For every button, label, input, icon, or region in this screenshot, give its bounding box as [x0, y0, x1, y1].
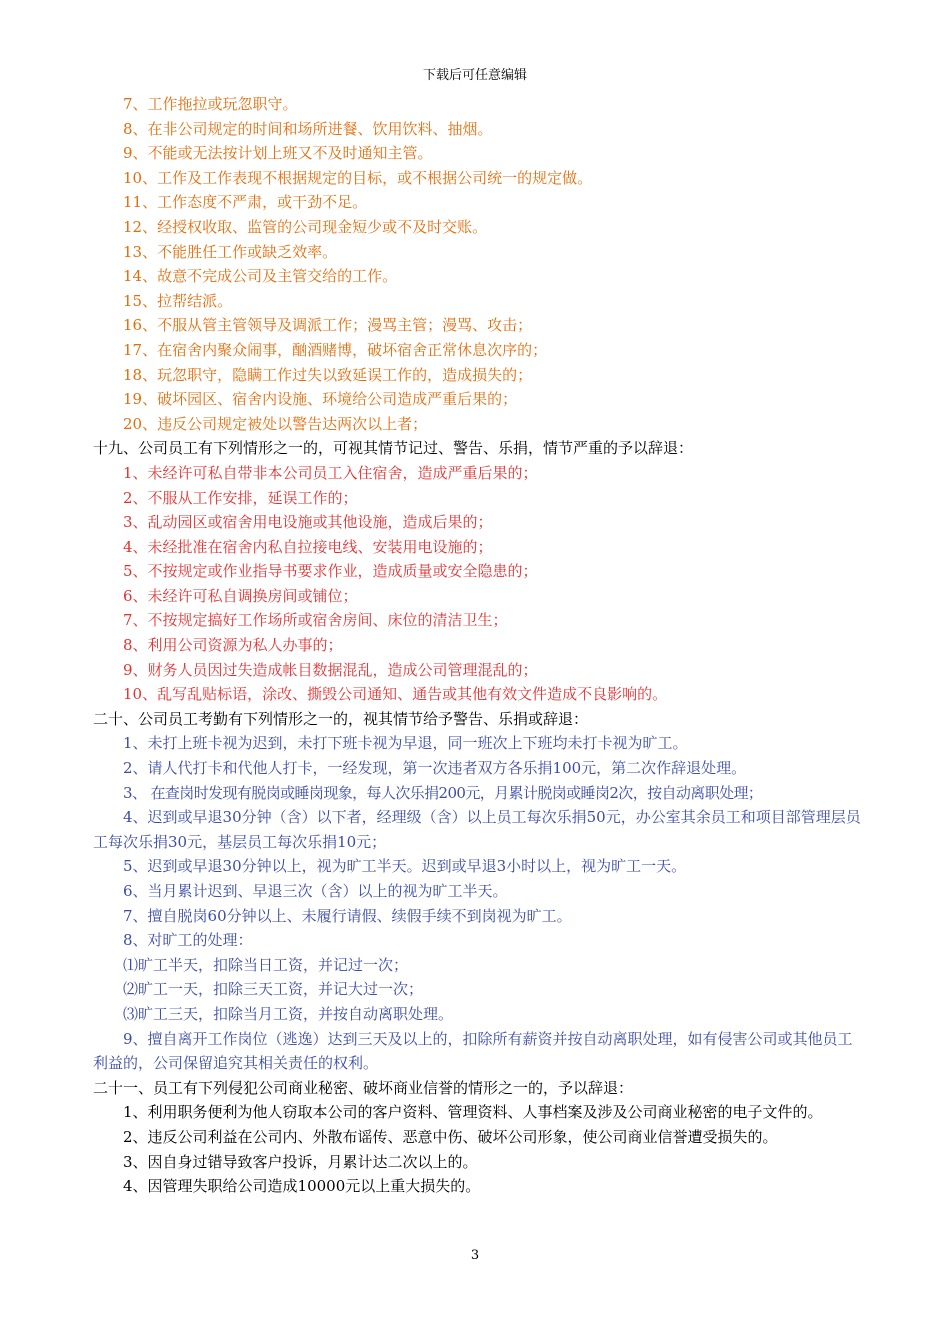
list-item: 10、工作及工作表现不根据规定的目标，或不根据公司统一的规定做。 — [123, 168, 593, 187]
list-item: 7、工作拖拉或玩忽职守。 — [123, 95, 298, 113]
section-20-heading: 二十、公司员工考勤有下列情形之一的，视其情节给予警告、乐捐或辞退： — [93, 709, 589, 728]
list-item: 11、工作态度不严肃，或干劲不足。 — [123, 193, 368, 212]
list-item: 4、未经批准在宿舍内私自拉接电线、安装用电设施的； — [123, 537, 493, 556]
document-body — [93, 92, 865, 1199]
list-item: 2、请人代打卡和代他人打卡，一经发现，第一次违者双方各乐捐100元，第二次作辞退处理。 — [123, 759, 747, 778]
page-header: 下载后可任意编辑 — [422, 68, 527, 83]
list-item: 1、未经许可私自带非本公司员工入住宿舍，造成严重后果的； — [123, 463, 538, 482]
list-item: 1、利用职务便利为他人窃取本公司的客户资料、管理资料、人事档案及涉及公司商业秘密的电子文件的。 — [123, 1103, 823, 1122]
list-item: 9、财务人员因过失造成帐目数据混乱，造成公司管理混乱的； — [123, 660, 538, 679]
list-item: 8、在非公司规定的时间和场所进餐、饮用饮料、抽烟。 — [123, 119, 493, 138]
list-item: ⑶旷工三天，扣除当月工资，并按自动离职处理。 — [123, 1004, 454, 1023]
list-item: 4、迟到或早退30分钟（含）以下者，经理级（含）以上员工每次乐捐50元，办公室其余员工和项目部管理层员工每次乐捐30元，基层员工每次乐捐10元； — [93, 808, 861, 851]
list-item: 17、在宿舍内聚众闹事，酗酒赌博，破坏宿舍正常休息次序的； — [123, 340, 548, 359]
list-item: 6、未经许可私自调换房间或铺位； — [123, 586, 358, 605]
list-item: 9、不能或无法按计划上班又不及时通知主管。 — [123, 144, 433, 163]
list-item: 3、 在查岗时发现有脱岗或睡岗现象，每人次乐捐200元，月累计脱岗或睡岗2次，按自动离职处理； — [123, 783, 763, 802]
list-item: ⑴旷工半天，扣除当日工资，并记过一次； — [123, 955, 409, 974]
section-21-heading: 二十一、员工有下列侵犯公司商业秘密、破坏商业信誉的情形之一的，予以辞退： — [93, 1078, 634, 1097]
list-item: 16、不服从管主管领导及调派工作；漫骂主管；漫骂、攻击； — [123, 316, 533, 335]
page-number: 3 — [470, 1248, 480, 1263]
list-item: 2、违反公司利益在公司内、外散布谣传、恶意中伤、破坏公司形象，使公司商业信誉遭受损失的。 — [123, 1127, 778, 1146]
list-item: 3、因自身过错导致客户投诉，月累计达二次以上的。 — [123, 1152, 478, 1171]
list-item: ⑵旷工一天，扣除三天工资，并记大过一次； — [123, 980, 424, 999]
list-item: 7、擅自脱岗60分钟以上、未履行请假、续假手续不到岗视为旷工。 — [123, 906, 572, 925]
list-item: 15、拉帮结派。 — [123, 291, 233, 310]
list-item: 9、擅自离开工作岗位（逃逸）达到三天及以上的，扣除所有薪资并按自动离职处理，如有侵害公司或其他员工利益的，公司保留追究其相关责任的权利。 — [93, 1029, 853, 1073]
list-item: 2、不服从工作安排，延误工作的； — [123, 488, 358, 507]
list-item: 1、未打上班卡视为迟到，未打下班卡视为早退，同一班次上下班均未打卡视为旷工。 — [123, 734, 688, 753]
list-item: 7、不按规定搞好工作场所或宿舍房间、床位的清洁卫生； — [123, 611, 508, 630]
list-item: 18、玩忽职守，隐瞒工作过失以致延误工作的，造成损失的； — [123, 365, 533, 384]
list-item: 4、因管理失职给公司造成10000元以上重大损失的。 — [123, 1177, 481, 1196]
list-item: 10、乱写乱贴标语，涂改、撕毁公司通知、通告或其他有效文件造成不良影响的。 — [123, 685, 668, 704]
list-item: 8、利用公司资源为私人办事的； — [123, 636, 343, 655]
list-item: 19、破坏园区、宿舍内设施、环境给公司造成严重后果的； — [123, 390, 518, 409]
list-item: 20、违反公司规定被处以警告达两次以上者； — [123, 414, 428, 433]
list-item: 5、迟到或早退30分钟以上，视为旷工半天。迟到或早退3小时以上，视为旷工一天。 — [123, 857, 687, 876]
list-item: 14、故意不完成公司及主管交给的工作。 — [123, 267, 398, 286]
list-item: 13、不能胜任工作或缺乏效率。 — [123, 242, 338, 261]
list-item: 8、对旷工的处理： — [123, 931, 253, 950]
list-item: 3、乱动园区或宿舍用电设施或其他设施，造成后果的； — [123, 513, 493, 532]
section-19-heading: 十九、公司员工有下列情形之一的，可视其情节记过、警告、乐捐，情节严重的予以辞退： — [93, 439, 694, 458]
list-item: 6、当月累计迟到、早退三次（含）以上的视为旷工半天。 — [123, 882, 508, 900]
list-item: 12、经授权收取、监管的公司现金短少或不及时交账。 — [123, 217, 488, 236]
list-item: 5、不按规定或作业指导书要求作业，造成质量或安全隐患的； — [123, 562, 538, 581]
